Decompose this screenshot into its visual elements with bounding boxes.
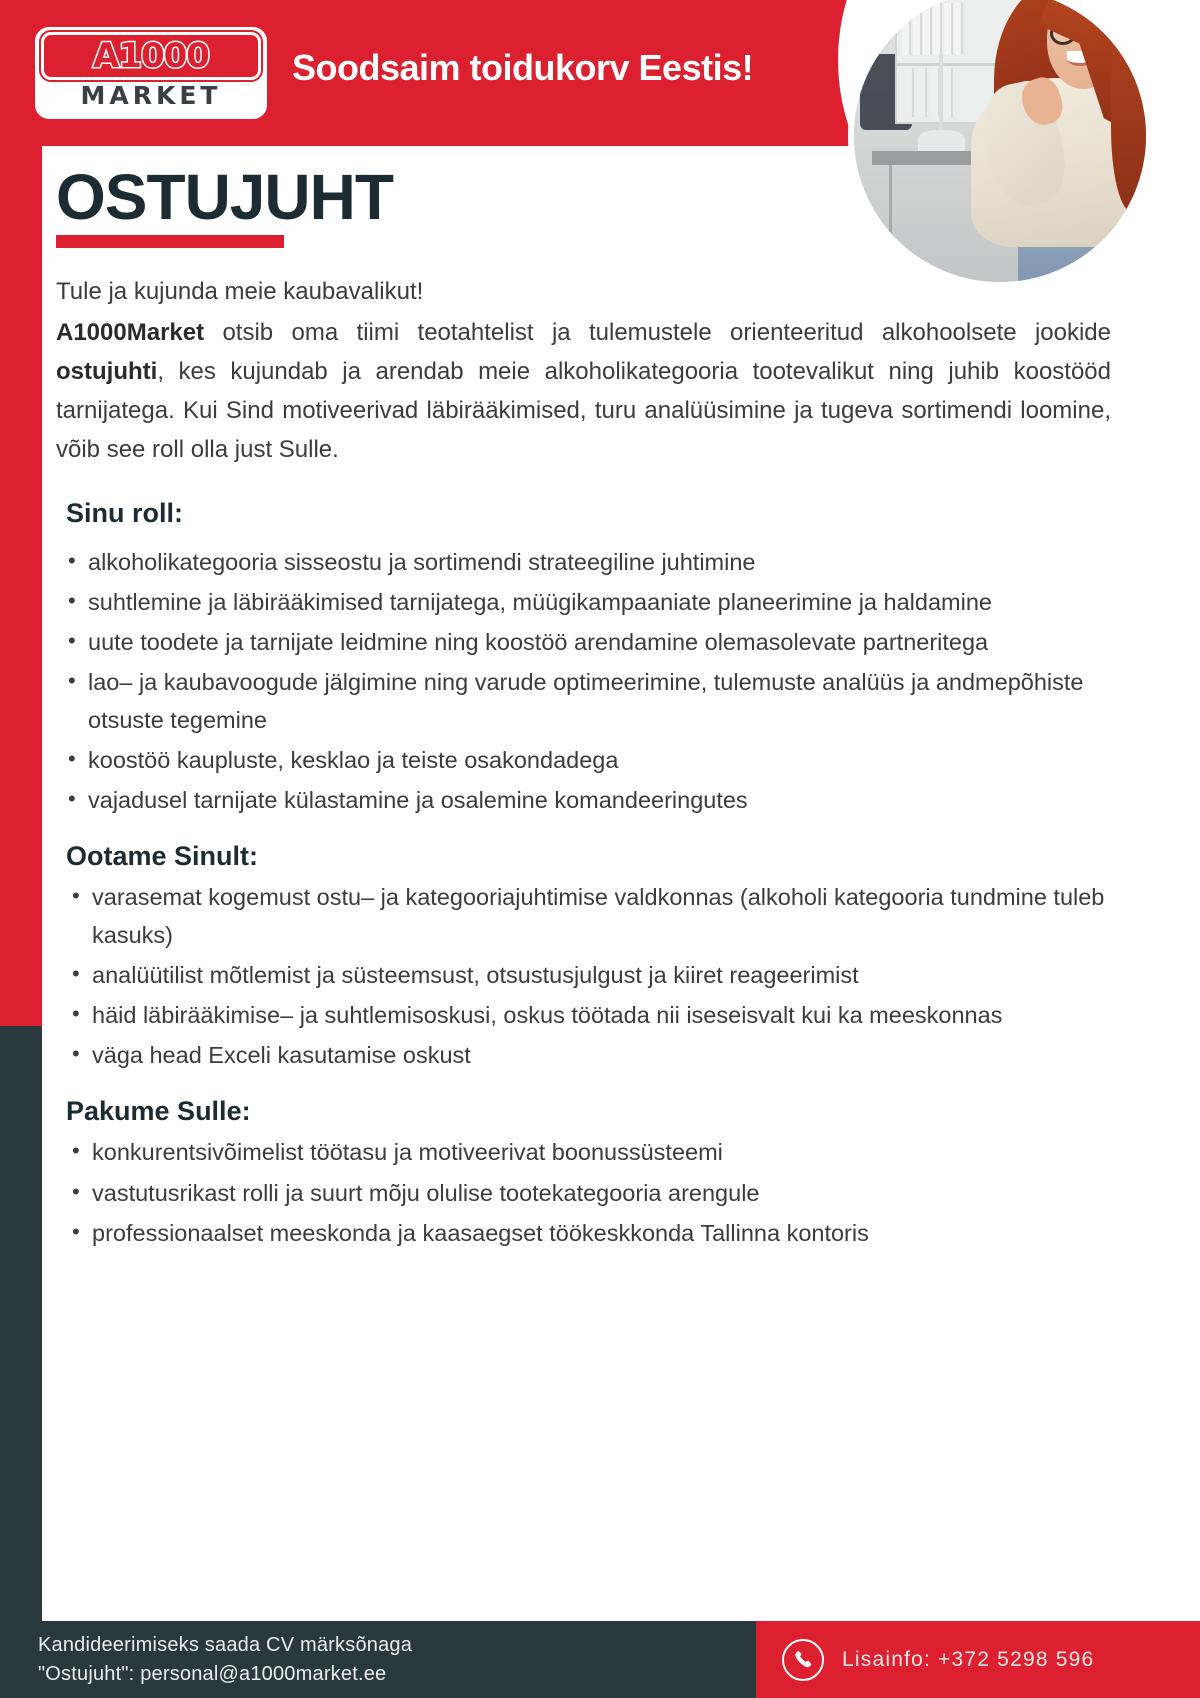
- photo-binder: [905, 68, 914, 118]
- logo-subtext: MARKET: [80, 81, 222, 110]
- left-rail-red: [0, 0, 42, 1026]
- list-item: • varasemat kogemust ostu– ja kategooriajuhtimise valdkonnas (alkoholi kategooria tundmine tuleb kasuks): [56, 878, 1116, 954]
- list-item: • professionaalset meeskonda ja kaasaegset töökeskkonda Tallinna kontoris: [56, 1214, 1116, 1252]
- intro-brand-bold: A1000Market: [56, 319, 205, 347]
- footer-apply-info: [0, 1621, 756, 1698]
- photo-binder: [944, 68, 953, 118]
- photo-binder: [944, 3, 953, 55]
- list-item: • suhtlemine ja läbirääkimised tarnijatega, müügikampaaniate planeerimine ja haldamine: [56, 583, 1116, 621]
- section-list-sinu-roll: [56, 543, 1148, 819]
- section-heading-sinu-roll: Sinu roll:: [66, 497, 183, 528]
- footer-contact: [756, 1621, 1200, 1698]
- header-tagline: Soodsaim toidukorv Eestis!: [292, 47, 754, 88]
- list-item: • lao– ja kaubavoogude jälgimine ning varude optimeerimine, tulemuste analüüs ja andmepõhiste otsuste tegemine: [56, 663, 1116, 739]
- left-rail-dark: [0, 1026, 42, 1621]
- section-list-ootame-sinult: [56, 878, 1148, 1074]
- page-title: OSTUJUHT: [56, 161, 393, 233]
- section-list-pakume-sulle: [56, 1133, 1148, 1251]
- photo-binder: [933, 3, 942, 55]
- list-item: • väga head Exceli kasutamise oskust: [56, 1036, 1116, 1074]
- footer: [0, 1621, 1200, 1698]
- photo-hair-side: [1111, 2, 1146, 212]
- content-card: [42, 146, 1200, 1621]
- photo-woman-calling: [854, 0, 1146, 282]
- footer-line-1: Kandideerimiseks saada CV märksõnaga: [38, 1633, 413, 1656]
- phone-icon: [782, 1639, 824, 1681]
- list-item: • vajadusel tarnijate külastamine ja osalemine komandeeringutes: [56, 781, 1116, 819]
- list-item: • uute toodete ja tarnijate leidmine ning koostöö arendamine olemasolevate partneritega: [56, 623, 1116, 661]
- list-item: • analüütilist mõtlemist ja süsteemsust, otsustusjulgust ja kiiret reageerimist: [56, 956, 1116, 994]
- photo-lamp-pole: [939, 54, 943, 136]
- photo-binder: [918, 68, 927, 118]
- intro-role-bold: ostujuhti: [56, 358, 158, 386]
- footer-line-2[interactable]: "Ostujuht": personal@a1000market.ee: [38, 1662, 387, 1685]
- list-item: • alkoholikategooria sisseostu ja sortimendi strateegiline juhtimine: [56, 543, 1116, 581]
- list-item: • häid läbirääkimise– ja suhtlemisoskusi, oskus töötada nii iseseisvalt kui ka meeskonnas: [56, 996, 1116, 1034]
- footer-phone-number: Lisainfo: +372 5298 596: [842, 1647, 1095, 1671]
- photo-desk-leg: [889, 165, 892, 241]
- section-heading-ootame-sinult: Ootame Sinult:: [66, 841, 259, 872]
- intro-text-2: , kes kujundab ja arendab meie alkoholikategooria tootevalikut ning juhib koostööd tarnijatega. Kui Sind motiveerivad läbirääkimised, turu analüüsimine ja tugeva sortimendi loomine, võib see roll olla just Sulle.: [56, 358, 1111, 463]
- list-item: • konkurentsivõimelist töötasu ja motiveerivat boonussüsteemi: [56, 1133, 1116, 1171]
- title-underline-rule: [56, 235, 284, 248]
- header-photo-circle: [848, 0, 1152, 288]
- section-heading-pakume-sulle: Pakume Sulle:: [66, 1096, 251, 1127]
- photo-binder: [954, 3, 963, 55]
- photo-binder: [902, 3, 911, 55]
- list-item: • koostöö kaupluste, kesklao ja teiste osakondadega: [56, 741, 1116, 779]
- intro-paragraph: [56, 314, 1111, 470]
- lead-line: Tule ja kujunda meie kaubavalikut!: [56, 278, 424, 306]
- list-item: • vastutusrikast rolli ja suurt mõju olulise tootekategooria arengule: [56, 1174, 1116, 1212]
- intro-text-1: otsib oma tiimi teotahtelist ja tulemustele orienteeritud alkohoolsete jookide: [204, 319, 1111, 347]
- photo-binder: [913, 3, 922, 55]
- logo-badge: [41, 32, 261, 80]
- a1000market-logo: [35, 27, 267, 119]
- logo-wordmark: A1000: [93, 36, 209, 76]
- photo-binder: [923, 3, 932, 55]
